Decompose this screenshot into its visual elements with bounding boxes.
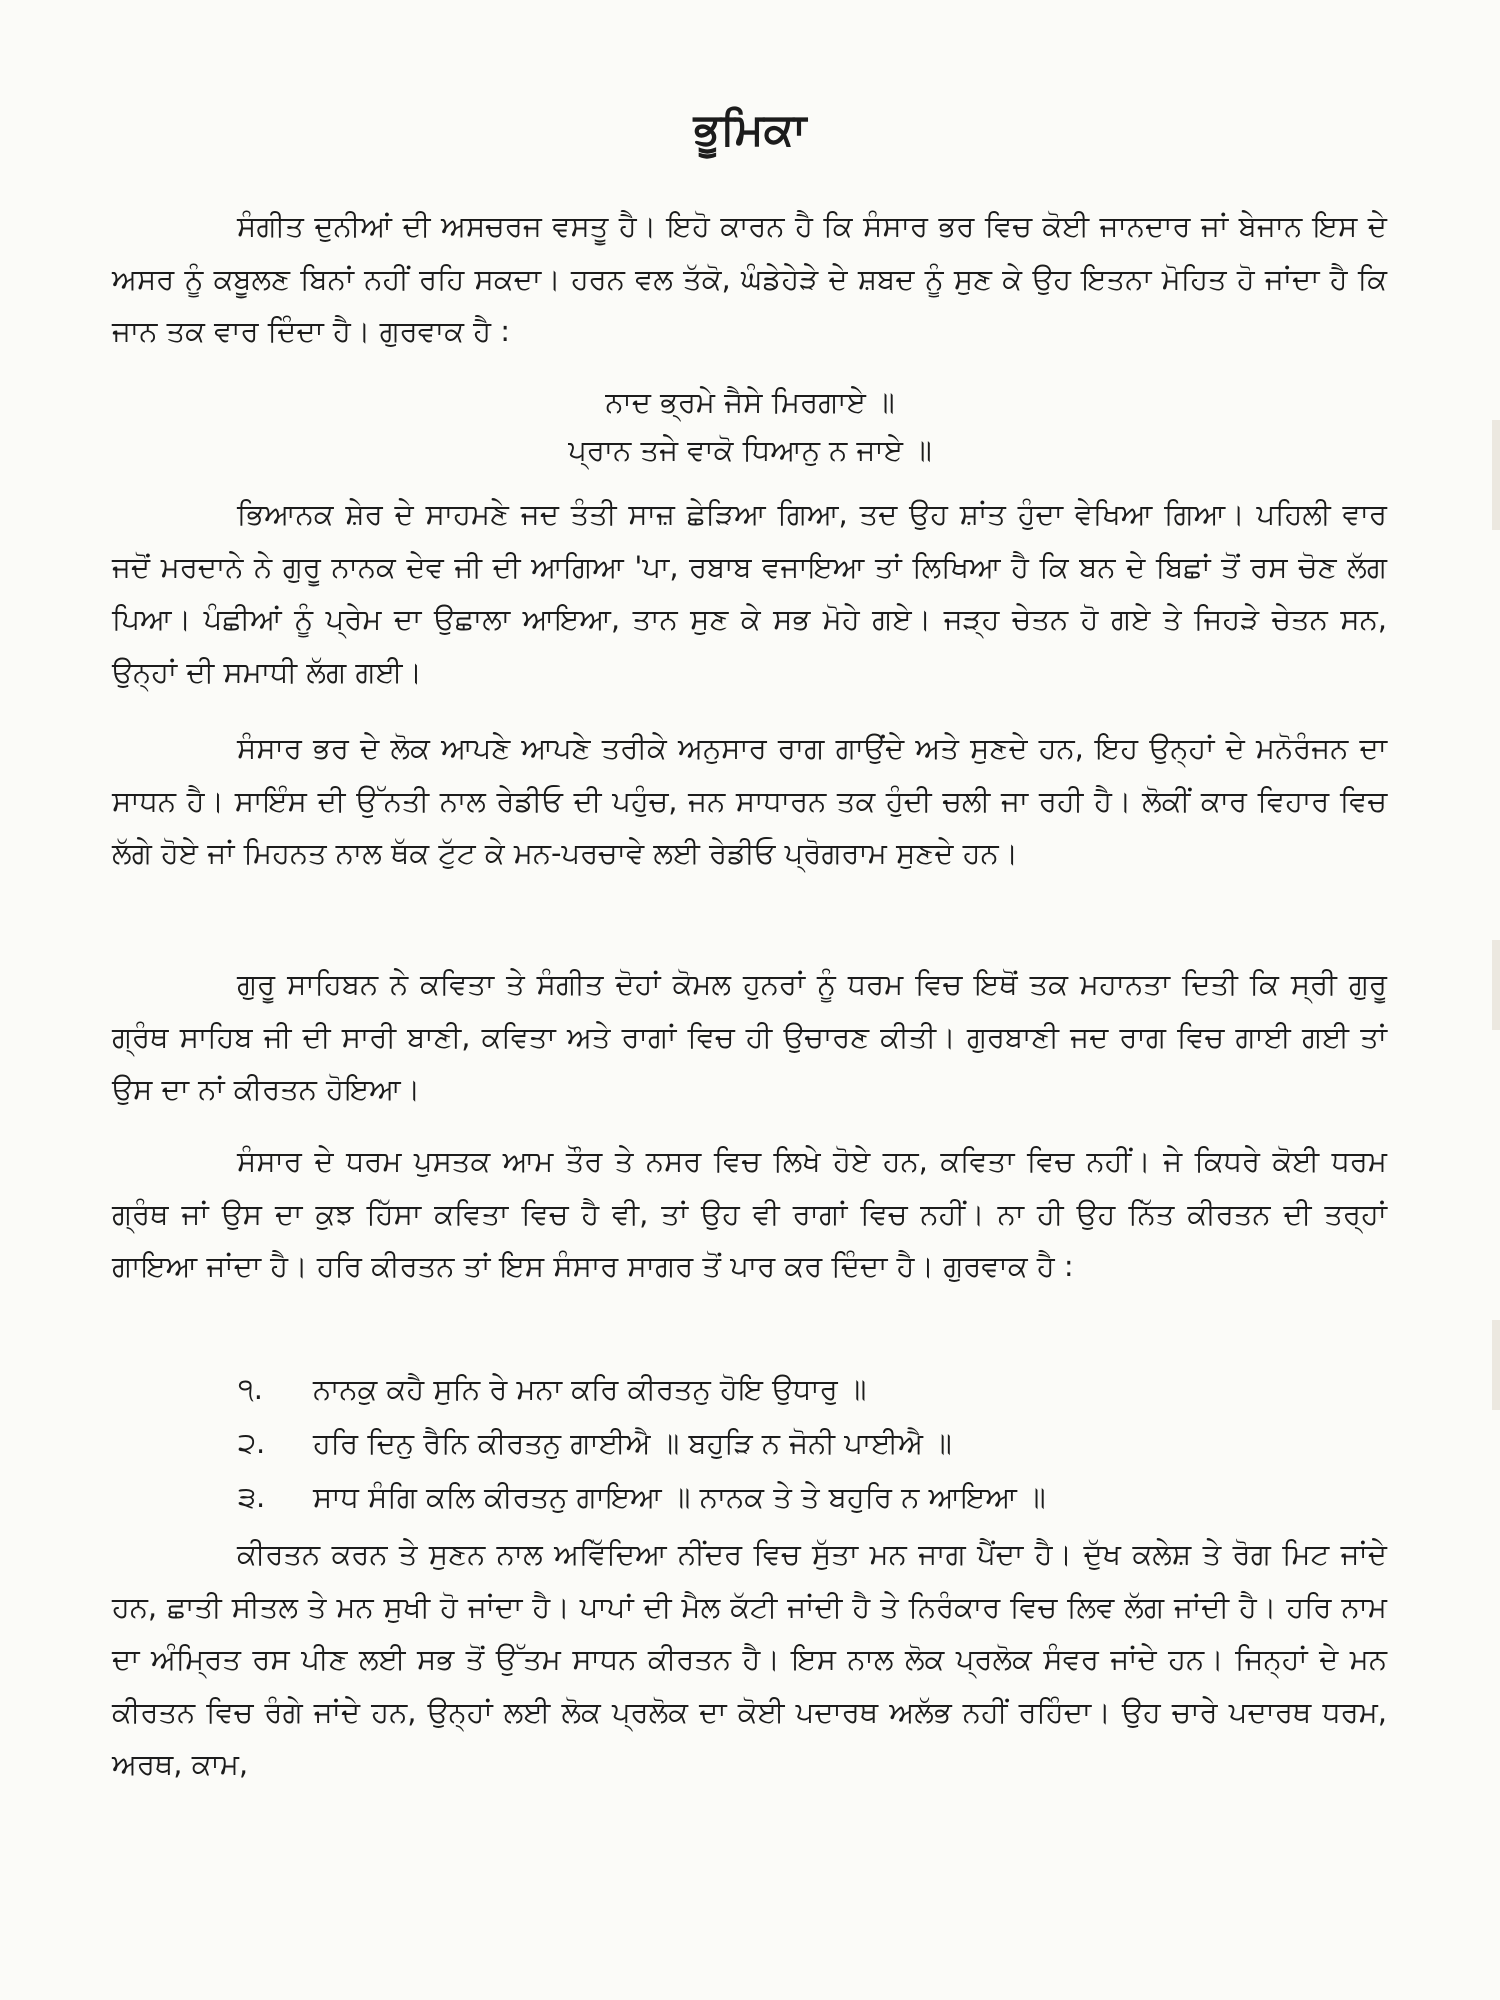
verse-line-2: ਪ੍ਰਾਨ ਤਜੇ ਵਾਕੋ ਧਿਆਨੁ ਨ ਜਾਏ ॥: [568, 433, 932, 467]
quote-text: ਹਰਿ ਦਿਨੁ ਰੈਨਿ ਕੀਰਤਨੁ ਗਾਈਐ ॥ ਬਹੁੜਿ ਨ ਜੋਨੀ ਪਾਈਐ ॥: [313, 1426, 952, 1460]
paragraph-4: ਗੁਰੂ ਸਾਹਿਬਨ ਨੇ ਕਵਿਤਾ ਤੇ ਸੰਗੀਤ ਦੋਹਾਂ ਕੋਮਲ ਹੁਨਰਾਂ ਨੂੰ ਧਰਮ ਵਿਚ ਇਥੋਂ ਤਕ ਮਹਾਨਤਾ ਦਿਤੀ ਕਿ ਸ੍ਰੀ ਗੁਰੂ ਗ੍ਰੰਥ ਸਾਹਿਬ ਜੀ ਦੀ ਸਾਰੀ ਬਾਣੀ, ਕਵਿਤਾ ਅਤੇ ਰਾਗਾਂ ਵਿਚ ਹੀ ਉਚਾਰਣ ਕੀਤੀ। ਗੁਰਬਾਣੀ ਜਦ ਰਾਗ ਵਿਚ ਗਾਈ ਗਈ ਤਾਂ ਉਸ ਦਾ ਨਾਂ ਕੀਰਤਨ ਹੋਇਆ।: [112, 967, 1387, 1106]
quote-item: [238, 1416, 1388, 1470]
page-edge-shadow: [1492, 420, 1500, 530]
quote-item: [238, 1362, 1388, 1416]
page-title: ਭੂਮਿਕਾ: [693, 104, 807, 155]
quote-number: ੩.: [238, 1480, 266, 1514]
paragraph-5: ਸੰਸਾਰ ਦੇ ਧਰਮ ਪੁਸਤਕ ਆਮ ਤੌਰ ਤੇ ਨਸਰ ਵਿਚ ਲਿਖੇ ਹੋਏ ਹਨ, ਕਵਿਤਾ ਵਿਚ ਨਹੀਂ। ਜੇ ਕਿਧਰੇ ਕੋਈ ਧਰਮ ਗ੍ਰੰਥ ਜਾਂ ਉਸ ਦਾ ਕੁਝ ਹਿੱਸਾ ਕਵਿਤਾ ਵਿਚ ਹੈ ਵੀ, ਤਾਂ ਉਹ ਵੀ ਰਾਗਾਂ ਵਿਚ ਨਹੀਂ। ਨਾ ਹੀ ਉਹ ਨਿੱਤ ਕੀਰਤਨ ਦੀ ਤਰ੍ਹਾਂ ਗਾਇਆ ਜਾਂਦਾ ਹੈ। ਹਰਿ ਕੀਰਤਨ ਤਾਂ ਇਸ ਸੰਸਾਰ ਸਾਗਰ ਤੋਂ ਪਾਰ ਕਰ ਦਿੰਦਾ ਹੈ। ਗੁਰਵਾਕ ਹੈ :: [112, 1144, 1387, 1283]
paragraph-1: ਸੰਗੀਤ ਦੁਨੀਆਂ ਦੀ ਅਸਚਰਜ ਵਸਤੂ ਹੈ। ਇਹੋ ਕਾਰਨ ਹੈ ਕਿ ਸੰਸਾਰ ਭਰ ਵਿਚ ਕੋਈ ਜਾਨਦਾਰ ਜਾਂ ਬੇਜਾਨ ਇਸ ਦੇ ਅਸਰ ਨੂੰ ਕਬੂਲਣ ਬਿਨਾਂ ਨਹੀਂ ਰਹਿ ਸਕਦਾ। ਹਰਨ ਵਲ ਤੱਕੋ, ਘੰਡੇਹੇੜੇ ਦੇ ਸ਼ਬਦ ਨੂੰ ਸੁਣ ਕੇ ਉਹ ਇਤਨਾ ਮੋਹਿਤ ਹੋ ਜਾਂਦਾ ਹੈ ਕਿ ਜਾਨ ਤਕ ਵਾਰ ਦਿੰਦਾ ਹੈ। ਗੁਰਵਾਕ ਹੈ :: [112, 209, 1387, 348]
quote-text: ਨਾਨਕੁ ਕਹੈ ਸੁਨਿ ਰੇ ਮਨਾ ਕਰਿ ਕੀਰਤਨੁ ਹੋਇ ਉਧਾਰੁ ॥: [313, 1372, 867, 1406]
quote-number: ੨.: [238, 1426, 266, 1460]
paragraph-3: ਸੰਸਾਰ ਭਰ ਦੇ ਲੋਕ ਆਪਣੇ ਆਪਣੇ ਤਰੀਕੇ ਅਨੁਸਾਰ ਰਾਗ ਗਾਉਂਦੇ ਅਤੇ ਸੁਣਦੇ ਹਨ, ਇਹ ਉਨ੍ਹਾਂ ਦੇ ਮਨੋਰੰਜਨ ਦਾ ਸਾਧਨ ਹੈ। ਸਾਇੰਸ ਦੀ ਉੱਨਤੀ ਨਾਲ ਰੇਡੀਓ ਦੀ ਪਹੁੰਚ, ਜਨ ਸਾਧਾਰਨ ਤਕ ਹੁੰਦੀ ਚਲੀ ਜਾ ਰਹੀ ਹੈ। ਲੋਕੀਂ ਕਾਰ ਵਿਹਾਰ ਵਿਚ ਲੱਗੇ ਹੋਏ ਜਾਂ ਮਿਹਨਤ ਨਾਲ ਥੱਕ ਟੁੱਟ ਕੇ ਮਨ-ਪਰਚਾਵੇ ਲਈ ਰੇਡੀਓ ਪ੍ਰੋਗਰਾਮ ਸੁਣਦੇ ਹਨ।: [112, 731, 1387, 870]
verse-line-1: ਨਾਦ ਭ੍ਰਮੇ ਜੈਸੇ ਮਿਰਗਾਏ ॥: [605, 385, 895, 419]
page-edge-shadow: [1492, 1320, 1500, 1410]
quote-item: [238, 1470, 1388, 1524]
verse-block: [0, 378, 1500, 474]
quote-number: ੧.: [238, 1372, 263, 1406]
quote-list: [238, 1362, 1388, 1524]
paragraph-6: ਕੀਰਤਨ ਕਰਨ ਤੇ ਸੁਣਨ ਨਾਲ ਅਵਿੱਦਿਆ ਨੀਂਦਰ ਵਿਚ ਸੁੱਤਾ ਮਨ ਜਾਗ ਪੈਂਦਾ ਹੈ। ਦੁੱਖ ਕਲੇਸ਼ ਤੇ ਰੋਗ ਮਿਟ ਜਾਂਦੇ ਹਨ, ਛਾਤੀ ਸੀਤਲ ਤੇ ਮਨ ਸੁਖੀ ਹੋ ਜਾਂਦਾ ਹੈ। ਪਾਪਾਂ ਦੀ ਮੈਲ ਕੱਟੀ ਜਾਂਦੀ ਹੈ ਤੇ ਨਿਰੰਕਾਰ ਵਿਚ ਲਿਵ ਲੱਗ ਜਾਂਦੀ ਹੈ। ਹਰਿ ਨਾਮ ਦਾ ਅੰਮ੍ਰਿਤ ਰਸ ਪੀਣ ਲਈ ਸਭ ਤੋਂ ਉੱਤਮ ਸਾਧਨ ਕੀਰਤਨ ਹੈ। ਇਸ ਨਾਲ ਲੋਕ ਪ੍ਰਲੋਕ ਸੰਵਰ ਜਾਂਦੇ ਹਨ। ਜਿਨ੍ਹਾਂ ਦੇ ਮਨ ਕੀਰਤਨ ਵਿਚ ਰੰਗੇ ਜਾਂਦੇ ਹਨ, ਉਨ੍ਹਾਂ ਲਈ ਲੋਕ ਪ੍ਰਲੋਕ ਦਾ ਕੋਈ ਪਦਾਰਥ ਅਲੱਭ ਨਹੀਂ ਰਹਿੰਦਾ। ਉਹ ਚਾਰੇ ਪਦਾਰਥ ਧਰਮ, ਅਰਥ, ਕਾਮ,: [112, 1537, 1387, 1781]
quote-text: ਸਾਧ ਸੰਗਿ ਕਲਿ ਕੀਰਤਨੁ ਗਾਇਆ ॥ ਨਾਨਕ ਤੇ ਤੇ ਬਹੁਰਿ ਨ ਆਇਆ ॥: [313, 1480, 1046, 1514]
paragraph-2: ਭਿਆਨਕ ਸ਼ੇਰ ਦੇ ਸਾਹਮਣੇ ਜਦ ਤੰਤੀ ਸਾਜ਼ ਛੇੜਿਆ ਗਿਆ, ਤਦ ਉਹ ਸ਼ਾਂਤ ਹੁੰਦਾ ਵੇਖਿਆ ਗਿਆ। ਪਹਿਲੀ ਵਾਰ ਜਦੋਂ ਮਰਦਾਨੇ ਨੇ ਗੁਰੂ ਨਾਨਕ ਦੇਵ ਜੀ ਦੀ ਆਗਿਆ 'ਪਾ, ਰਬਾਬ ਵਜਾਇਆ ਤਾਂ ਲਿਖਿਆ ਹੈ ਕਿ ਬਨ ਦੇ ਬਿਛਾਂ ਤੋਂ ਰਸ ਚੋਣ ਲੱਗ ਪਿਆ। ਪੰਛੀਆਂ ਨੂੰ ਪ੍ਰੇਮ ਦਾ ਉਛਾਲਾ ਆਇਆ, ਤਾਨ ਸੁਣ ਕੇ ਸਭ ਮੋਹੇ ਗਏ। ਜੜ੍ਹ ਚੇਤਨ ਹੋ ਗਏ ਤੇ ਜਿਹੜੇ ਚੇਤਨ ਸਨ, ਉਨ੍ਹਾਂ ਦੀ ਸਮਾਧੀ ਲੱਗ ਗਈ।: [112, 497, 1387, 689]
page-edge-shadow: [1492, 940, 1500, 1030]
